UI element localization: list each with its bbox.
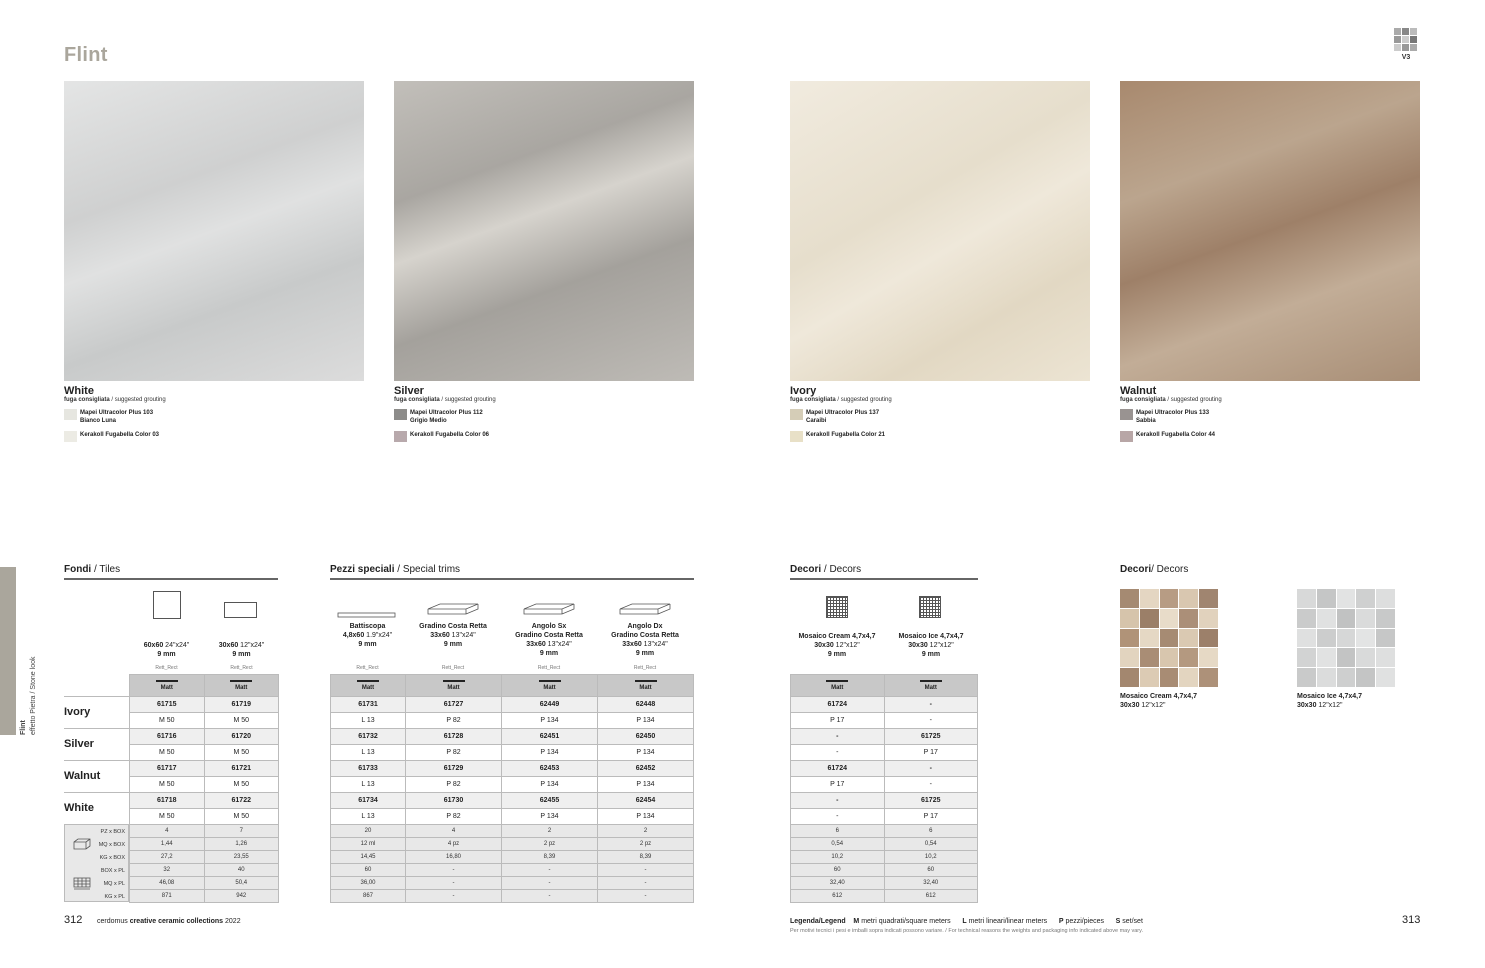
color-chip	[394, 431, 407, 442]
pack-row: 14,45 16,80 8,39 8,39	[331, 851, 694, 864]
pack-row: 4 7	[130, 825, 279, 838]
grout-mapei: Mapei Ultracolor Plus 137 Caraibi	[790, 409, 1090, 425]
finish-row: Matt Matt	[791, 675, 978, 697]
tile-photo-white	[64, 81, 364, 381]
pezzi-col-0: Battiscopa 4,8x60 1.9"x24" 9 mm	[342, 623, 393, 648]
table-row: M 50 M 50	[130, 809, 279, 825]
row-label-white: White	[64, 802, 94, 814]
table-row: M 50 M 50	[130, 745, 279, 761]
tile-caption-walnut	[1120, 385, 1420, 442]
decori-table	[790, 674, 978, 903]
pack-row: 32,40 32,40	[791, 877, 978, 890]
tile-photo-ivory	[790, 81, 1090, 381]
legend: Legenda/Legend M metri quadrati/square meters L metri lineari/linear meters P pezzi/pieces S set/set	[790, 918, 1143, 925]
pezzi-col-1: Gradino Costa Retta 33x60 13"x24" 9 mm	[419, 623, 487, 648]
grout-heading: fuga consigliata / suggested grouting	[1120, 397, 1222, 403]
section-rule	[330, 578, 694, 580]
table-row: 61716 61720	[130, 729, 279, 745]
pack-row: 46,08 50,4	[130, 877, 279, 890]
pack-row: 612 612	[791, 890, 978, 903]
pack-row: 6 6	[791, 825, 978, 838]
angolo-sx-icon	[522, 603, 576, 619]
pallet-icon	[73, 877, 91, 891]
section-decori: Decori / Decors	[790, 564, 862, 575]
page-number-left: 312	[64, 914, 83, 926]
table-row: 61724 -	[791, 697, 978, 713]
grout-heading: fuga consigliata / suggested grouting	[64, 397, 166, 403]
tile-name: Ivory	[790, 385, 817, 397]
brand-footer: cerdomus creative ceramic collections 2022	[97, 918, 241, 925]
mosaic-ice-photo	[1297, 589, 1395, 687]
table-row: 61732 61728 62451 62450	[331, 729, 694, 745]
rett-label: Rett_Rect	[441, 665, 465, 671]
row-label-walnut: Walnut	[64, 770, 101, 782]
table-row: L 13 P 82 P 134 P 134	[331, 809, 694, 825]
pack-row: 871 942	[130, 890, 279, 903]
box-icon	[73, 838, 91, 850]
fondi-col-1: 30x60 12"x24" 9 mm	[218, 642, 265, 658]
pack-row: 60 - - -	[331, 864, 694, 877]
color-chip	[64, 431, 77, 442]
grout-heading: fuga consigliata / suggested grouting	[790, 397, 892, 403]
mosaic-cream-photo	[1120, 589, 1218, 687]
tile-photo-silver	[394, 81, 694, 381]
side-tab-desc: effetto Pietra / Stone look	[30, 656, 37, 735]
row-divider	[64, 696, 129, 697]
table-row: P 17 -	[791, 777, 978, 793]
packaging-labels: PZ x BOX MQ x BOX KG x BOX BOX x PL MQ x PL KG x PL	[64, 824, 129, 902]
pack-row: 10,2 10,2	[791, 851, 978, 864]
grout-kerakoll: Kerakoll Fugabella Color 44	[1120, 431, 1420, 442]
color-chip	[64, 409, 77, 420]
table-row: 61734 61730 62455 62454	[331, 793, 694, 809]
pack-row: 60 60	[791, 864, 978, 877]
row-divider	[64, 728, 129, 729]
finish-row: Matt Matt Matt Matt	[331, 675, 694, 697]
pack-row: 0,54 0,54	[791, 838, 978, 851]
table-row: M 50 M 50	[130, 777, 279, 793]
finish-row: Matt Matt	[130, 675, 279, 697]
color-chip	[394, 409, 407, 420]
pack-row: 20 4 2 2	[331, 825, 694, 838]
rett-label: Rett_Rect	[155, 665, 178, 671]
section-pezzi: Pezzi speciali / Special trims	[330, 564, 461, 575]
table-row: - 61725	[791, 729, 978, 745]
row-label-ivory: Ivory	[64, 706, 91, 718]
grout-kerakoll: Kerakoll Fugabella Color 21	[790, 431, 1090, 442]
table-row: 61731 61727 62449 62448	[331, 697, 694, 713]
color-chip	[1120, 431, 1133, 442]
fondi-col-0: 60x60 24"x24" 9 mm	[143, 642, 190, 658]
brand-logo	[1392, 28, 1420, 64]
table-row: P 17 -	[791, 713, 978, 729]
grout-kerakoll: Kerakoll Fugabella Color 06	[394, 431, 694, 442]
row-label-silver: Silver	[64, 738, 94, 750]
pack-row: 1,44 1,26	[130, 838, 279, 851]
pack-row: 867 - - -	[331, 890, 694, 903]
grout-mapei: Mapei Ultracolor Plus 103 Bianco Luna	[64, 409, 364, 425]
table-row: - 61725	[791, 793, 978, 809]
angolo-dx-icon	[618, 603, 672, 619]
grout-kerakoll: Kerakoll Fugabella Color 03	[64, 431, 364, 442]
decori-col-0: Mosaico Cream 4,7x4,7 30x30 12"x12" 9 mm	[798, 633, 876, 658]
page-number-right: 313	[1402, 914, 1421, 926]
section-rule	[64, 578, 278, 580]
color-chip	[1120, 409, 1133, 420]
grout-mapei: Mapei Ultracolor Plus 133 Sabbia	[1120, 409, 1420, 425]
fondi-table	[129, 674, 279, 903]
pezzi-col-3: Angolo Dx Gradino Costa Retta 33x60 13"x24" 9 mm	[611, 623, 679, 657]
tile-caption-silver	[394, 385, 694, 442]
grout-mapei: Mapei Ultracolor Plus 112 Grigio Medio	[394, 409, 694, 425]
table-row: - P 17	[791, 745, 978, 761]
table-row: 61715 61719	[130, 697, 279, 713]
section-rule	[790, 578, 978, 580]
table-row: 61724 -	[791, 761, 978, 777]
mosaic-ice-icon	[919, 596, 941, 618]
table-row: L 13 P 82 P 134 P 134	[331, 745, 694, 761]
side-tab	[0, 567, 16, 735]
pezzi-col-2: Angolo Sx Gradino Costa Retta 33x60 13"x24" 9 mm	[515, 623, 583, 657]
tile-60x60-icon	[153, 591, 181, 619]
table-row: M 50 M 50	[130, 713, 279, 729]
section-decori-2: Decori/ Decors	[1120, 564, 1189, 575]
gradino-icon	[426, 603, 480, 619]
page-title: Flint	[64, 44, 108, 66]
tile-30x60-icon	[224, 602, 257, 618]
table-row: - P 17	[791, 809, 978, 825]
color-chip	[790, 409, 803, 420]
disclaimer-note: Per motivi tecnici i pesi e imballi sopra indicati possono variare. / For technical reasons the weights and packaging info indicated above may vary.	[790, 928, 1143, 934]
table-row: L 13 P 82 P 134 P 134	[331, 713, 694, 729]
tile-name: Silver	[394, 385, 424, 397]
tile-name: White	[64, 385, 94, 397]
table-row: 61718 61722	[130, 793, 279, 809]
rett-label: Rett_Rect	[633, 665, 657, 671]
mosaic-cream-label: Mosaico Cream 4,7x4,7 30x30 12"x12"	[1120, 693, 1198, 709]
logo-label: V3	[1401, 54, 1411, 61]
tile-photo-walnut	[1120, 81, 1420, 381]
table-row: 61733 61729 62453 62452	[331, 761, 694, 777]
color-chip	[790, 431, 803, 442]
mosaic-ice-label: Mosaico Ice 4,7x4,7 30x30 12"x12"	[1297, 693, 1362, 709]
section-fondi: Fondi / Tiles	[64, 564, 121, 575]
table-row: 61717 61721	[130, 761, 279, 777]
decori-col-1: Mosaico Ice 4,7x4,7 30x30 12"x12" 9 mm	[898, 633, 964, 658]
grout-heading: fuga consigliata / suggested grouting	[394, 397, 496, 403]
pack-row: 27,2 23,55	[130, 851, 279, 864]
rett-label: Rett_Rect	[230, 665, 253, 671]
side-tab-text: Flint	[20, 720, 27, 735]
rett-label: Rett_Rect	[537, 665, 561, 671]
pack-row: 12 ml 4 pz 2 pz 2 pz	[331, 838, 694, 851]
tile-caption-white	[64, 385, 364, 442]
rett-label: Rett_Rect	[356, 665, 379, 671]
row-divider	[64, 792, 129, 793]
table-row: L 13 P 82 P 134 P 134	[331, 777, 694, 793]
pack-row: 32 40	[130, 864, 279, 877]
tile-name: Walnut	[1120, 385, 1157, 397]
pack-row: 36,00 - - -	[331, 877, 694, 890]
tile-caption-ivory	[790, 385, 1090, 442]
mosaic-cream-icon	[826, 596, 848, 618]
pezzi-table	[330, 674, 694, 903]
battiscopa-icon	[337, 611, 397, 621]
row-divider	[64, 760, 129, 761]
